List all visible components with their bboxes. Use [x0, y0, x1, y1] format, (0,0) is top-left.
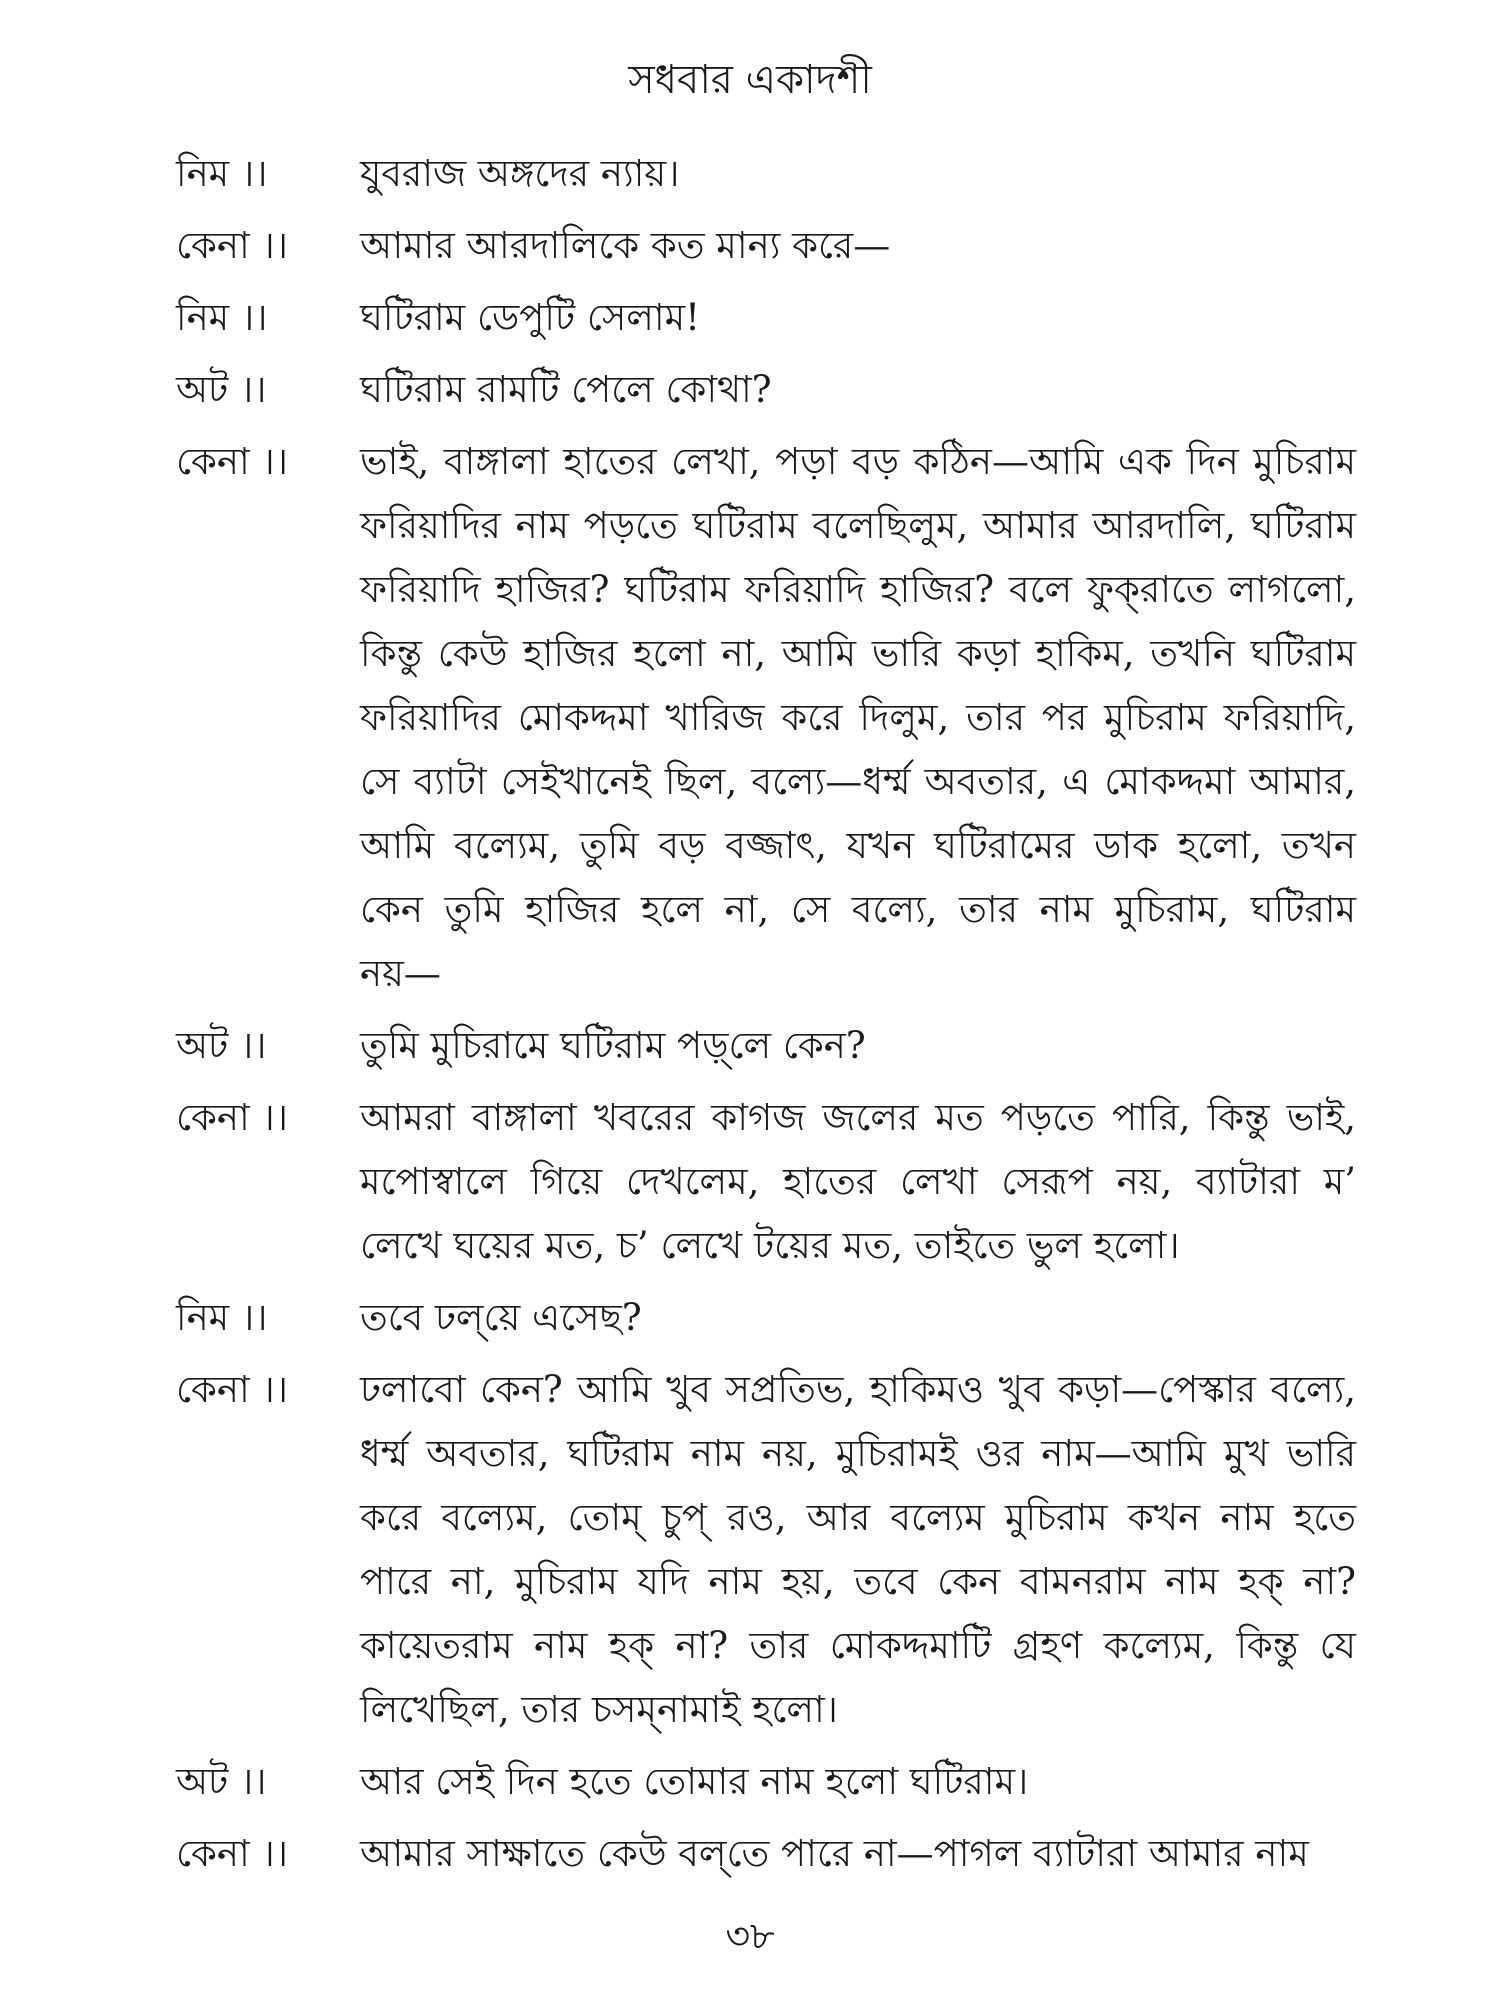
- speech-text: [360, 1286, 1356, 1350]
- speaker-label: কেনা ।।: [176, 1368, 288, 1411]
- running-head: সধবার একাদশী: [628, 57, 872, 103]
- speech-line: কিন্তু কেউ হাজির হলো না, আমি ভারি কড়া হাকিম, তখনি ঘটিরাম: [360, 632, 1356, 675]
- dialogue-turn: [176, 358, 1356, 422]
- speech-line: তুমি মুচিরামে ঘটিরাম পড়্‌লে কেন?: [360, 1024, 866, 1067]
- speech-line: আর সেই দিন হতে তোমার নাম হলো ঘটিরাম।: [360, 1760, 1029, 1803]
- dialogue-turn: [176, 1358, 1356, 1742]
- speaker-label: অট ।।: [176, 1760, 267, 1803]
- speech-line: তবে ঢল্‌য়ে এসেছ?: [360, 1296, 642, 1339]
- speech-line: করে বল্যেম, তোম্ চুপ্ রও, আর বল্যেম মুচিরাম কখন নাম হতে: [360, 1496, 1356, 1539]
- page-number: ৩৮: [725, 1914, 775, 1958]
- speech-text: [360, 1750, 1356, 1814]
- speech-line: ফরিয়াদির নাম পড়তে ঘটিরাম বলেছিলুম, আমার আরদালি, ঘটিরাম: [360, 504, 1356, 547]
- speech-line: আমার আরদালিকে কত মান্য করে—: [360, 224, 891, 267]
- speech-line: ফরিয়াদি হাজির? ঘটিরাম ফরিয়াদি হাজির? বলে ফুক্‌রাতে লাগলো,: [360, 568, 1356, 611]
- speech-line: কায়েতরাম নাম হক্ না? তার মোকদ্দমাটি গ্রহণ কল্যেম, কিন্তু যে: [360, 1624, 1356, 1667]
- speaker-label: অট ।।: [176, 368, 267, 411]
- speech-line: ঢলাবো কেন? আমি খুব সপ্রতিভ, হাকিমও খুব কড়া—পেস্কার বল্যে,: [360, 1368, 1356, 1411]
- speech-text: [360, 358, 1356, 422]
- speech-text: [360, 1822, 1356, 1886]
- speech-line: পারে না, মুচিরাম যদি নাম হয়, তবে কেন বামনরাম নাম হক্ না?: [360, 1560, 1356, 1603]
- speech-line: যুবরাজ অঙ্গদের ন্যায়।: [360, 152, 680, 195]
- speaker-label: নিম ।।: [176, 152, 268, 195]
- dialogue-turn: [176, 1822, 1356, 1886]
- dialogue-turn: [176, 430, 1356, 1006]
- speaker-label: নিম ।।: [176, 296, 268, 339]
- speaker-label: কেনা ।।: [176, 1832, 288, 1875]
- speech-line: মপোস্বালে গিয়ে দেখলেম, হাতের লেখা সেরূপ নয়, ব্যাটারা ম’: [360, 1160, 1356, 1203]
- speaker-label: কেনা ।।: [176, 224, 288, 267]
- dialogue-turn: [176, 1014, 1356, 1078]
- speech-text: [360, 286, 1356, 350]
- dialogue-turn: [176, 1086, 1356, 1278]
- speech-line: আমি বল্যেম, তুমি বড় বজ্জাৎ, যখন ঘটিরামের ডাক হলো, তখন: [360, 824, 1356, 867]
- speech-line: ধর্ম্ম অবতার, ঘটিরাম নাম নয়, মুচিরামই ওর নাম—আমি মুখ ভারি: [360, 1432, 1356, 1475]
- speech-line: ঘটিরাম ডেপুটি সেলাম!: [360, 296, 701, 339]
- dialogue-turn: [176, 286, 1356, 350]
- speech-text: [360, 214, 1356, 278]
- speech-line: লিখেছিল, তার চসম্‌নামাই হলো।: [360, 1688, 838, 1731]
- speaker-label: কেনা ।।: [176, 1096, 288, 1139]
- speech-line: আমার সাক্ষাতে কেউ বল্‌তে পারে না—পাগল ব্যাটারা আমার নাম: [360, 1832, 1309, 1875]
- speech-line: কেন তুমি হাজির হলে না, সে বল্যে, তার নাম মুচিরাম, ঘটিরাম: [360, 888, 1356, 931]
- speech-text: [360, 142, 1356, 206]
- speaker-label: অট ।।: [176, 1024, 267, 1067]
- speech-text: [360, 1086, 1356, 1278]
- speech-text: [360, 1358, 1356, 1742]
- dialogue-turn: [176, 1286, 1356, 1350]
- speech-line: ঘটিরাম রামটি পেলে কোথা?: [360, 368, 772, 411]
- speech-line: লেখে ঘয়ের মত, চ’ লেখে টয়ের মত, তাইতে ভুল হলো।: [360, 1224, 1180, 1267]
- speech-line: নয়—: [360, 952, 441, 995]
- dialogue-turn: [176, 142, 1356, 206]
- speech-text: [360, 1014, 1356, 1078]
- speech-text: [360, 430, 1356, 1006]
- dialogue-turn: [176, 214, 1356, 278]
- speech-line: সে ব্যাটা সেইখানেই ছিল, বল্যে—ধর্ম্ম অবতার, এ মোকদ্দমা আমার,: [360, 760, 1356, 803]
- speech-line: আমরা বাঙ্গালা খবরের কাগজ জলের মত পড়তে পারি, কিন্তু ভাই,: [360, 1096, 1356, 1139]
- dialogue-turn: [176, 1750, 1356, 1814]
- dialogue-body: [176, 142, 1356, 1894]
- speech-line: ভাই, বাঙ্গালা হাতের লেখা, পড়া বড় কঠিন—আমি এক দিন মুচিরাম: [360, 440, 1356, 483]
- speaker-label: কেনা ।।: [176, 440, 288, 483]
- speaker-label: নিম ।।: [176, 1296, 268, 1339]
- speech-line: ফরিয়াদির মোকদ্দমা খারিজ করে দিলুম, তার পর মুচিরাম ফরিয়াদি,: [360, 696, 1356, 739]
